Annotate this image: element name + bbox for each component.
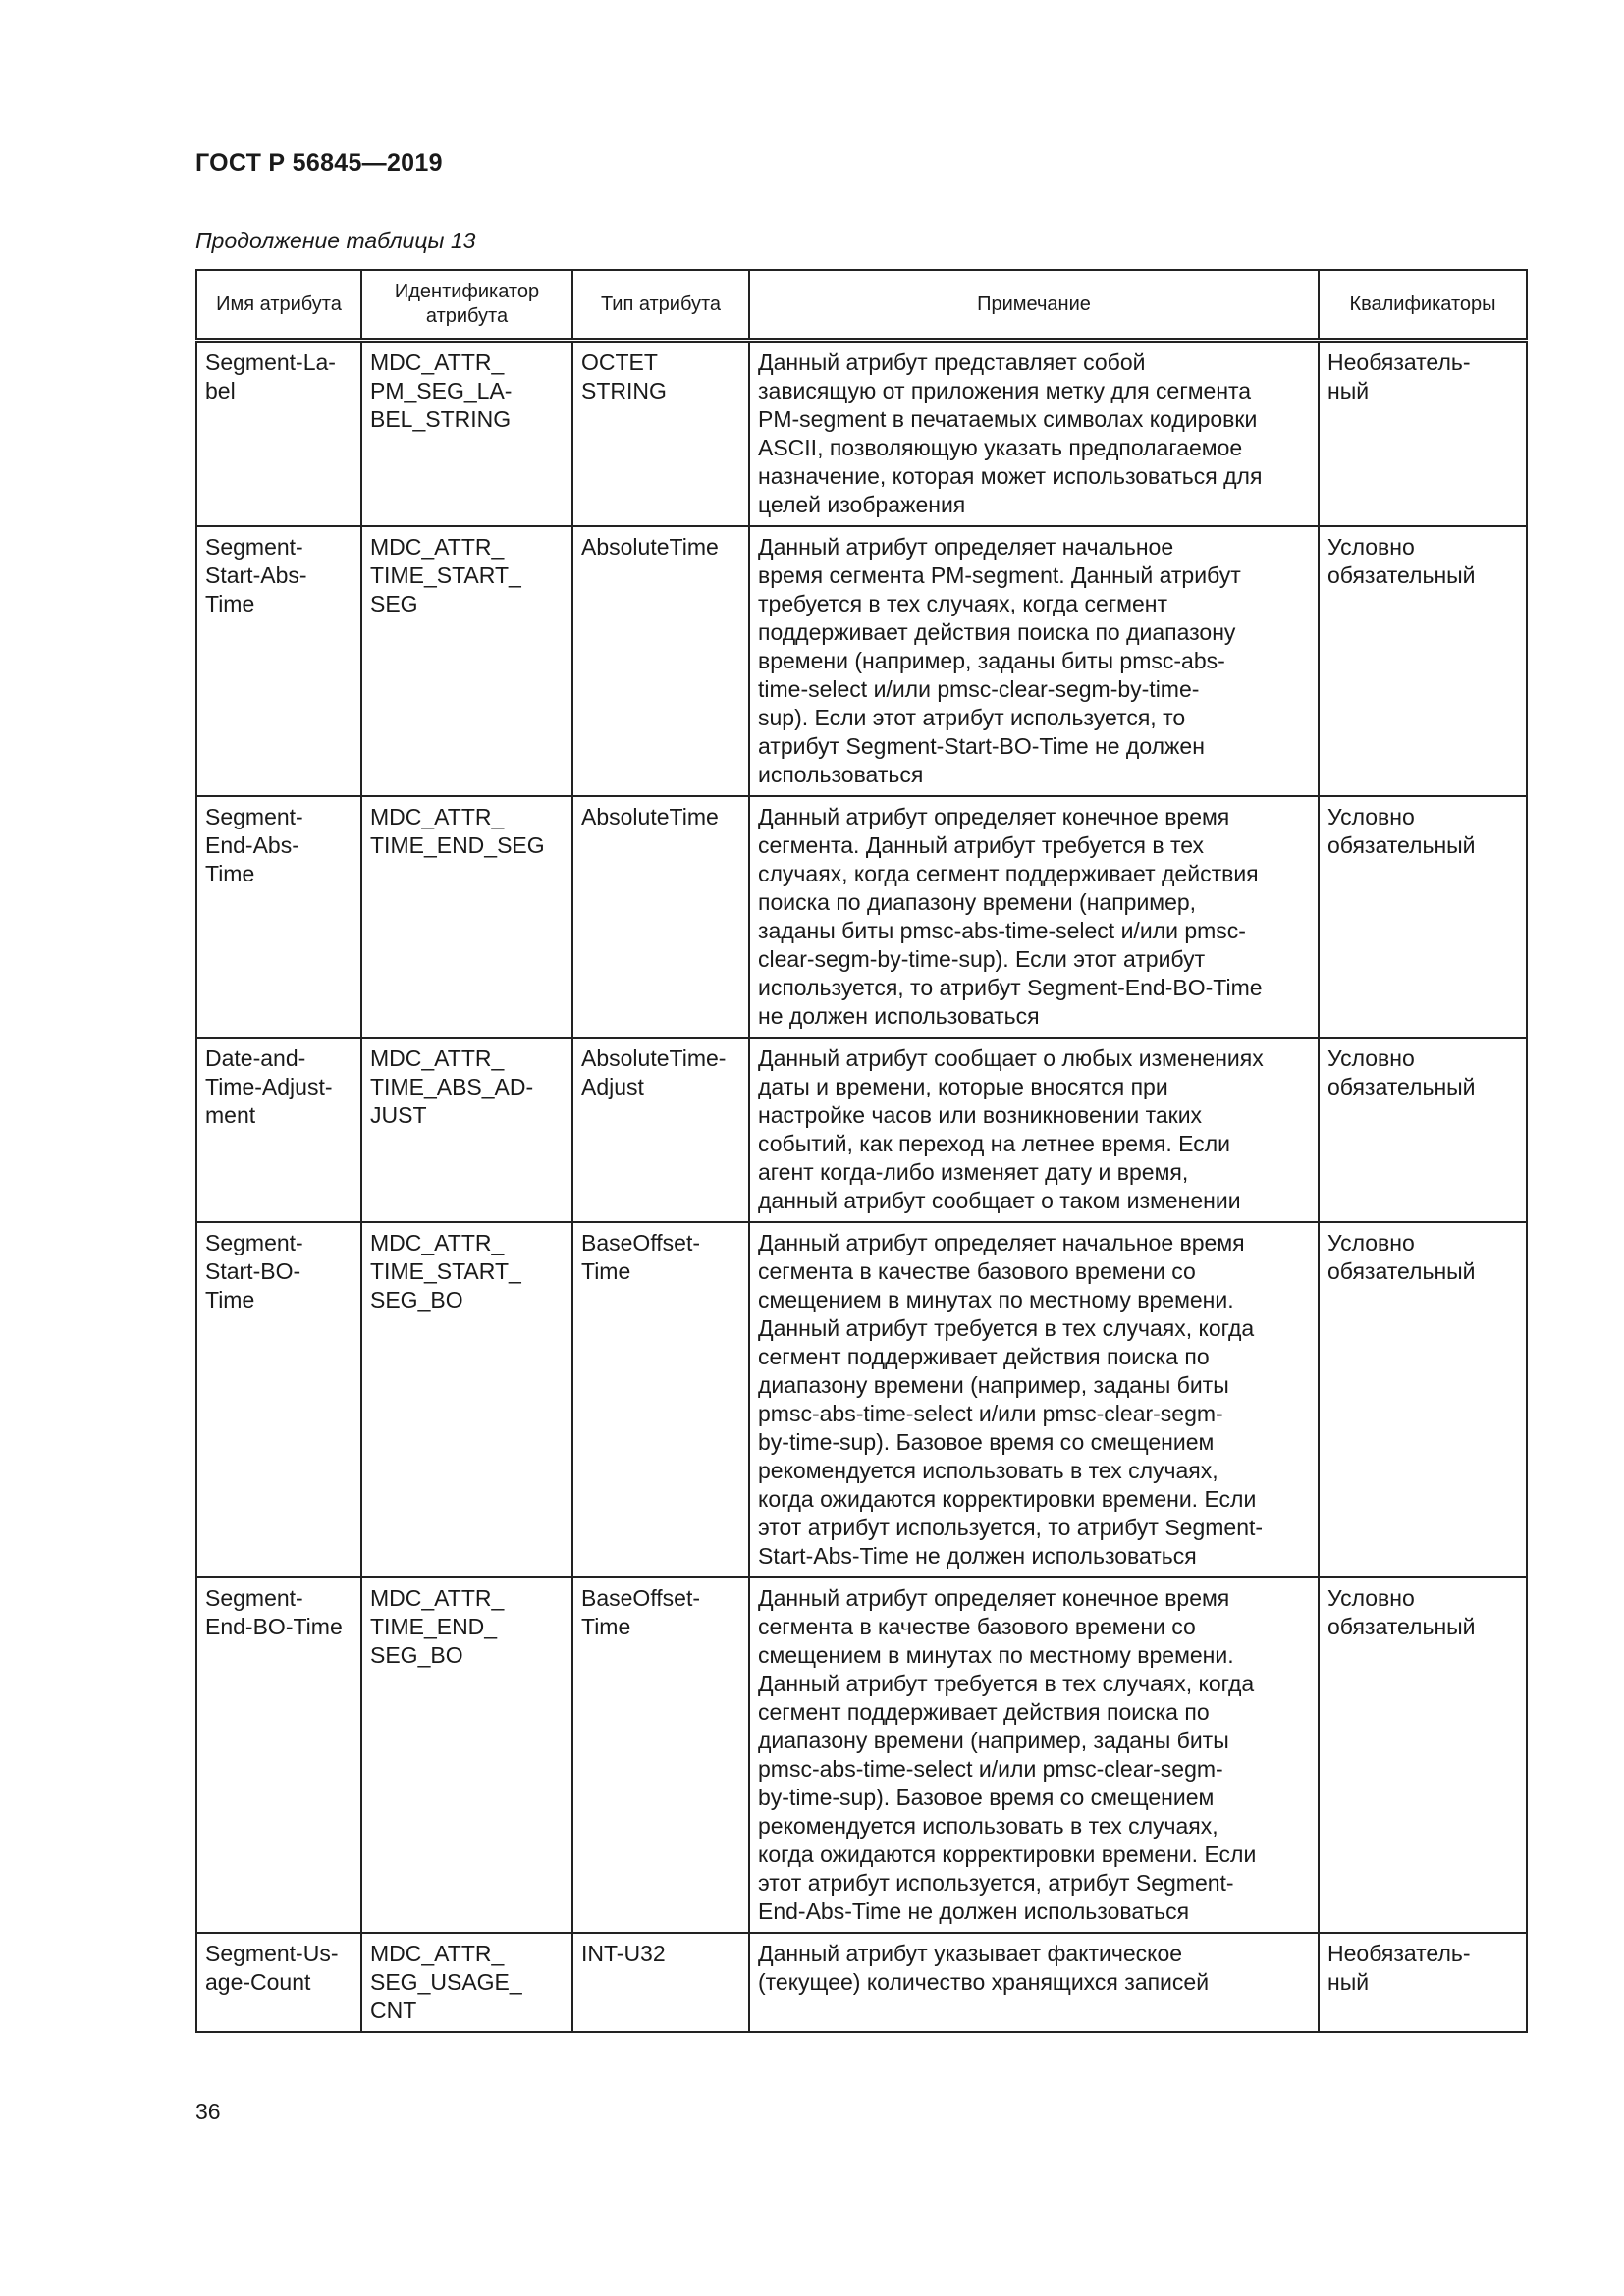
- cell-text-line: Данный атрибут определяет конечное время: [758, 1585, 1230, 1611]
- cell-attribute-name: [196, 796, 361, 1038]
- cell-text-line: агент когда-либо изменяет дату и время,: [758, 1159, 1189, 1185]
- cell-text-line: рекомендуется использовать в тех случаях,: [758, 1813, 1218, 1839]
- cell-text-line: TIME_END_SEG: [370, 832, 545, 858]
- cell-text-line: bel: [205, 378, 236, 403]
- cell-attribute-name: [196, 1038, 361, 1222]
- cell-note: [749, 1038, 1319, 1222]
- cell-text-line: JUST: [370, 1102, 427, 1128]
- cell-text-line: Start-BO-: [205, 1258, 301, 1284]
- cell-text-line: Идентификатор: [394, 281, 540, 302]
- cell-text-line: обязательный: [1327, 1258, 1476, 1284]
- cell-text-line: время сегмента PM-segment. Данный атрибут: [758, 562, 1241, 588]
- cell-text-line: End-BO-Time: [205, 1614, 343, 1639]
- table-caption: Продолжение таблицы 13: [195, 228, 476, 253]
- cell-text-line: ASCII, позволяющую указать предполагаемое: [758, 435, 1243, 460]
- cell-text-line: Segment-Us-: [205, 1941, 339, 1966]
- cell-text-line: clear-segm-by-time-sup). Если этот атрибут: [758, 946, 1206, 972]
- cell-note: [749, 341, 1319, 527]
- cell-text-line: целей изображения: [758, 492, 966, 517]
- cell-attribute-name: [196, 1222, 361, 1577]
- cell-qualifiers: [1319, 1577, 1527, 1933]
- cell-text-line: диапазону времени (например, заданы биты: [758, 1728, 1229, 1753]
- cell-text-line: Необязатель-: [1327, 1941, 1471, 1966]
- cell-attribute-type: [572, 341, 749, 527]
- cell-text-line: Необязатель-: [1327, 349, 1471, 375]
- cell-text-line: by-time-sup). Базовое время со смещением: [758, 1785, 1215, 1810]
- cell-text-line: AbsoluteTime: [581, 804, 719, 829]
- cell-text-line: Данный атрибут определяет конечное время: [758, 804, 1230, 829]
- document-header: ГОСТ Р 56845—2019: [195, 149, 443, 177]
- cell-text-line: рекомендуется использовать в тех случаях,: [758, 1458, 1218, 1483]
- cell-note: [749, 526, 1319, 796]
- cell-text-line: MDC_ATTR_: [370, 1045, 505, 1071]
- cell-text-line: Segment-: [205, 534, 303, 560]
- cell-text-line: Данный атрибут определяет начальное время: [758, 1230, 1245, 1255]
- table-row: [196, 341, 1527, 527]
- cell-text-line: использоваться: [758, 762, 924, 787]
- table-row: [196, 1038, 1527, 1222]
- cell-qualifiers: [1319, 1933, 1527, 2032]
- cell-attribute-type: [572, 1222, 749, 1577]
- cell-qualifiers: [1319, 526, 1527, 796]
- cell-text-line: атрибута: [425, 305, 509, 327]
- cell-text-line: OCTET: [581, 349, 658, 375]
- cell-text-line: Segment-: [205, 804, 303, 829]
- cell-text-line: Данный атрибут указывает фактическое: [758, 1941, 1183, 1966]
- cell-qualifiers: [1319, 796, 1527, 1038]
- cell-text-line: диапазону времени (например, заданы биты: [758, 1372, 1229, 1398]
- cell-text-line: сегмента в качестве базового времени со: [758, 1614, 1196, 1639]
- table-row: [196, 1933, 1527, 2032]
- cell-attribute-type: [572, 796, 749, 1038]
- cell-text-line: назначение, которая может использоваться для: [758, 463, 1263, 489]
- cell-text-line: age-Count: [205, 1969, 311, 1995]
- cell-text-line: Данный атрибут требуется в тех случаях, когда: [758, 1315, 1255, 1341]
- cell-text-line: Start-Abs-Time не должен использоваться: [758, 1543, 1197, 1569]
- cell-text-line: обязательный: [1327, 1074, 1476, 1099]
- column-header-note: [749, 270, 1319, 341]
- cell-text-line: Time: [205, 591, 255, 616]
- cell-text-line: PM-segment в печатаемых символах кодировки: [758, 406, 1258, 432]
- table-body: [196, 341, 1527, 2033]
- cell-note: [749, 1933, 1319, 2032]
- cell-text-line: Данный атрибут определяет начальное: [758, 534, 1174, 560]
- cell-text-line: Time: [205, 1287, 255, 1312]
- cell-attribute-name: [196, 341, 361, 527]
- cell-text-line: End-Abs-: [205, 832, 299, 858]
- cell-text-line: TIME_START_: [370, 562, 521, 588]
- cell-text-line: TIME_ABS_AD-: [370, 1074, 534, 1099]
- cell-attribute-type: [572, 1577, 749, 1933]
- cell-text-line: time-select и/или pmsc-clear-segm-by-time-: [758, 676, 1200, 702]
- cell-text-line: событий, как переход на летнее время. Если: [758, 1131, 1230, 1156]
- cell-text-line: обязательный: [1327, 1614, 1476, 1639]
- cell-text-line: End-Abs-Time не должен использоваться: [758, 1898, 1190, 1924]
- cell-text-line: Date-and-: [205, 1045, 306, 1071]
- cell-text-line: сегмента. Данный атрибут требуется в тех: [758, 832, 1205, 858]
- cell-text-line: Segment-La-: [205, 349, 336, 375]
- cell-note: [749, 1577, 1319, 1933]
- cell-text-line: AbsoluteTime-: [581, 1045, 727, 1071]
- page-number: 36: [195, 2099, 221, 2124]
- cell-text-line: сегмент поддерживает действия поиска по: [758, 1699, 1210, 1725]
- column-header-attribute-type: [572, 270, 749, 341]
- cell-text-line: INT-U32: [581, 1941, 666, 1966]
- cell-text-line: используется, то атрибут Segment-End-BO-Time: [758, 975, 1263, 1000]
- cell-attribute-id: [361, 1577, 572, 1933]
- cell-text-line: не должен использоваться: [758, 1003, 1040, 1029]
- cell-text-line: SEG_USAGE_: [370, 1969, 522, 1995]
- cell-attribute-name: [196, 1933, 361, 2032]
- cell-text-line: Time: [581, 1614, 631, 1639]
- cell-attribute-id: [361, 526, 572, 796]
- cell-attribute-name: [196, 526, 361, 796]
- cell-text-line: Имя атрибута: [216, 293, 342, 315]
- cell-text-line: BEL_STRING: [370, 406, 512, 432]
- cell-text-line: когда ожидаются корректировки времени. Если: [758, 1842, 1257, 1867]
- cell-text-line: сегмент поддерживает действия поиска по: [758, 1344, 1210, 1369]
- cell-text-line: (текущее) количество хранящихся записей: [758, 1969, 1210, 1995]
- cell-text-line: MDC_ATTR_: [370, 349, 505, 375]
- cell-text-line: зависящую от приложения метку для сегмента: [758, 378, 1252, 403]
- cell-attribute-id: [361, 1038, 572, 1222]
- cell-text-line: смещением в минутах по местному времени.: [758, 1287, 1234, 1312]
- cell-text-line: MDC_ATTR_: [370, 534, 505, 560]
- cell-text-line: by-time-sup). Базовое время со смещением: [758, 1429, 1215, 1455]
- cell-text-line: требуется в тех случаях, когда сегмент: [758, 591, 1167, 616]
- cell-text-line: Данный атрибут сообщает о любых изменениях: [758, 1045, 1264, 1071]
- cell-text-line: Условно: [1327, 1230, 1415, 1255]
- attributes-table: [195, 269, 1528, 2033]
- cell-attribute-type: [572, 526, 749, 796]
- column-header-attribute-name: [196, 270, 361, 341]
- cell-text-line: Segment-: [205, 1585, 303, 1611]
- cell-text-line: AbsoluteTime: [581, 534, 719, 560]
- cell-text-line: Квалификаторы: [1349, 293, 1496, 315]
- column-header-attribute-id: [361, 270, 572, 341]
- cell-text-line: MDC_ATTR_: [370, 1585, 505, 1611]
- cell-text-line: MDC_ATTR_: [370, 1941, 505, 1966]
- cell-text-line: сегмента в качестве базового времени со: [758, 1258, 1196, 1284]
- cell-qualifiers: [1319, 341, 1527, 527]
- cell-text-line: Time-Adjust-: [205, 1074, 333, 1099]
- cell-text-line: MDC_ATTR_: [370, 804, 505, 829]
- cell-text-line: ment: [205, 1102, 256, 1128]
- cell-attribute-type: [572, 1933, 749, 2032]
- cell-attribute-type: [572, 1038, 749, 1222]
- cell-text-line: атрибут Segment-Start-BO-Time не должен: [758, 733, 1205, 759]
- cell-text-line: Segment-: [205, 1230, 303, 1255]
- table-header-row: [196, 270, 1527, 341]
- cell-text-line: Time: [205, 861, 255, 886]
- cell-text-line: SEG: [370, 591, 418, 616]
- table-row: [196, 526, 1527, 796]
- cell-attribute-id: [361, 1222, 572, 1577]
- cell-text-line: Условно: [1327, 1045, 1415, 1071]
- cell-text-line: поиска по диапазону времени (например,: [758, 889, 1197, 915]
- table-header: [196, 270, 1527, 341]
- cell-note: [749, 1222, 1319, 1577]
- cell-text-line: ный: [1327, 1969, 1370, 1995]
- cell-text-line: BaseOffset-: [581, 1585, 701, 1611]
- cell-text-line: этот атрибут используется, атрибут Segment-: [758, 1870, 1234, 1896]
- cell-text-line: заданы биты pmsc-abs-time-select и/или pmsc-: [758, 918, 1246, 943]
- cell-text-line: Примечание: [977, 293, 1091, 315]
- cell-text-line: MDC_ATTR_: [370, 1230, 505, 1255]
- cell-attribute-id: [361, 1933, 572, 2032]
- cell-qualifiers: [1319, 1222, 1527, 1577]
- cell-text-line: Time: [581, 1258, 631, 1284]
- table-row: [196, 1577, 1527, 1933]
- cell-text-line: Данный атрибут представляет собой: [758, 349, 1146, 375]
- cell-text-line: этот атрибут используется, то атрибут Segment-: [758, 1515, 1264, 1540]
- cell-text-line: Start-Abs-: [205, 562, 307, 588]
- cell-text-line: данный атрибут сообщает о таком изменении: [758, 1188, 1241, 1213]
- cell-text-line: STRING: [581, 378, 667, 403]
- cell-text-line: CNT: [370, 1998, 417, 2023]
- cell-text-line: когда ожидаются корректировки времени. Если: [758, 1486, 1257, 1512]
- cell-text-line: SEG_BO: [370, 1287, 463, 1312]
- cell-text-line: BaseOffset-: [581, 1230, 701, 1255]
- cell-text-line: TIME_END_: [370, 1614, 498, 1639]
- cell-text-line: pmsc-abs-time-select и/или pmsc-clear-segm-: [758, 1401, 1223, 1426]
- cell-attribute-name: [196, 1577, 361, 1933]
- cell-text-line: SEG_BO: [370, 1642, 463, 1668]
- cell-attribute-id: [361, 796, 572, 1038]
- cell-text-line: sup). Если этот атрибут используется, то: [758, 705, 1186, 730]
- cell-text-line: времени (например, заданы биты pmsc-abs-: [758, 648, 1225, 673]
- cell-text-line: Условно: [1327, 804, 1415, 829]
- table-row: [196, 796, 1527, 1038]
- column-header-qualifiers: [1319, 270, 1527, 341]
- cell-text-line: PM_SEG_LA-: [370, 378, 513, 403]
- cell-text-line: Условно: [1327, 1585, 1415, 1611]
- cell-text-line: настройке часов или возникновении таких: [758, 1102, 1203, 1128]
- cell-text-line: смещением в минутах по местному времени.: [758, 1642, 1234, 1668]
- cell-text-line: случаях, когда сегмент поддерживает действия: [758, 861, 1259, 886]
- cell-text-line: pmsc-abs-time-select и/или pmsc-clear-segm-: [758, 1756, 1223, 1782]
- cell-text-line: Условно: [1327, 534, 1415, 560]
- cell-text-line: поддерживает действия поиска по диапазону: [758, 619, 1236, 645]
- cell-text-line: Adjust: [581, 1074, 644, 1099]
- cell-attribute-id: [361, 341, 572, 527]
- cell-text-line: Данный атрибут требуется в тех случаях, когда: [758, 1671, 1255, 1696]
- cell-note: [749, 796, 1319, 1038]
- cell-text-line: обязательный: [1327, 562, 1476, 588]
- cell-text-line: ный: [1327, 378, 1370, 403]
- cell-text-line: Тип атрибута: [600, 293, 722, 315]
- cell-text-line: обязательный: [1327, 832, 1476, 858]
- cell-qualifiers: [1319, 1038, 1527, 1222]
- table-row: [196, 1222, 1527, 1577]
- cell-text-line: даты и времени, которые вносятся при: [758, 1074, 1168, 1099]
- cell-text-line: TIME_START_: [370, 1258, 521, 1284]
